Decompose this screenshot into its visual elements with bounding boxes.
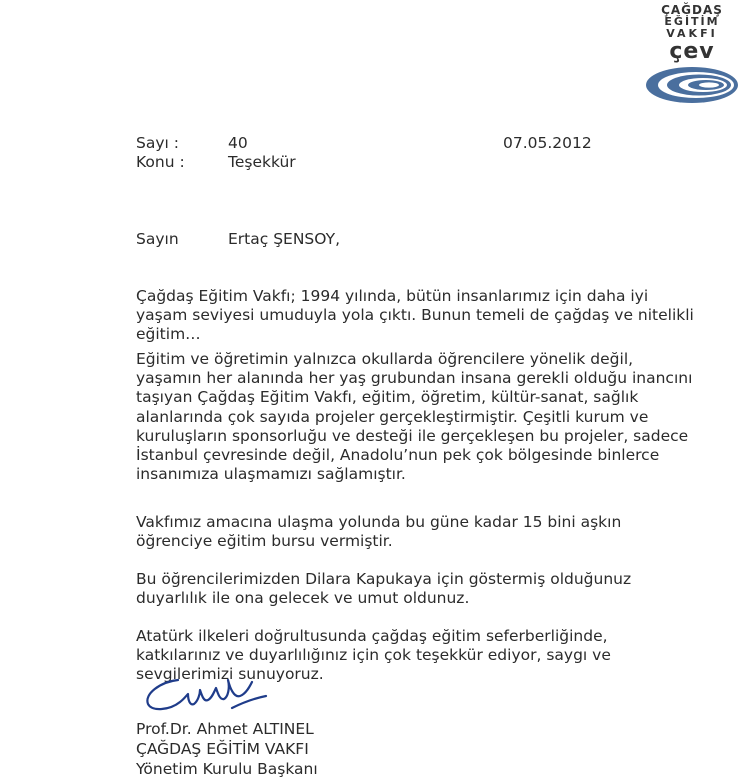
letter-date: 07.05.2012 [503,134,592,152]
konu-value: Teşekkür [228,153,296,171]
logo-text-line3: VAKFI [666,27,718,40]
salutation [136,230,340,248]
sayi-value: 40 [228,134,248,152]
logo-text-line2: EĞİTİM [664,15,720,28]
paragraph-5: Atatürk ilkeleri doğrultusunda çağdaş eğitim seferberliğinde, katkılarınız ve duyarlılığınız için çok teşekkür ediyor, saygı ve sevgilerimizi sunuyoruz. [136,627,611,684]
konu-label: Konu : [136,153,185,171]
logo-text-line4: çev [669,39,715,64]
swirl-logo-icon [644,65,740,105]
signer-title: Yönetim Kurulu Başkanı [136,760,318,778]
paragraph-2: Eğitim ve öğretimin yalnızca okullarda öğrencilere yönelik değil, yaşamın her alanında her yaş grubundan insana gerekli olduğu inancını taşıyan Çağdaş Eğitim Vakfı, eğitim, öğretim, kültür-sanat, sağlık alanlarında çok sayıda projeler gerçekleştirmiştir. Çeşitli kurum ve kuruluşların sponsorluğu ve desteği ile gerçekleşen bu projeler, sadece İstanbul çevresinde değil, Anadolu’nun pek çok bölgesinde binlerce insanımıza ulaşmamızı sağlamıştır. [136,350,693,484]
salutation-label: Sayın [136,230,179,248]
signer-organization: ÇAĞDAŞ EĞİTİM VAKFI [136,740,309,758]
paragraph-4: Bu öğrencilerimizden Dilara Kapukaya için göstermiş olduğunuz duyarlılık ile ona gelecek ve umut oldunuz. [136,570,632,608]
paragraph-3: Vakfımız amacına ulaşma yolunda bu güne kadar 15 bini aşkın öğrenciye eğitim bursu vermiştir. [136,513,622,551]
konu-row [136,153,296,172]
signer-name: Prof.Dr. Ahmet ALTINEL [136,720,314,738]
letter-meta [136,134,296,172]
sayi-label: Sayı : [136,134,179,152]
logo-text-line1: ÇAĞDAŞ [661,3,723,17]
sayi-row [136,134,296,153]
recipient-name: Ertaç ŞENSOY, [228,230,341,248]
cev-logo [642,4,742,104]
handwritten-signature [140,672,270,718]
paragraph-1: Çağdaş Eğitim Vakfı; 1994 yılında, bütün insanlarımız için daha iyi yaşam seviyesi umuduyla yola çıktı. Bunun temeli de çağdaş ve nitelikli eğitim… [136,287,694,344]
signature-block [136,719,318,779]
